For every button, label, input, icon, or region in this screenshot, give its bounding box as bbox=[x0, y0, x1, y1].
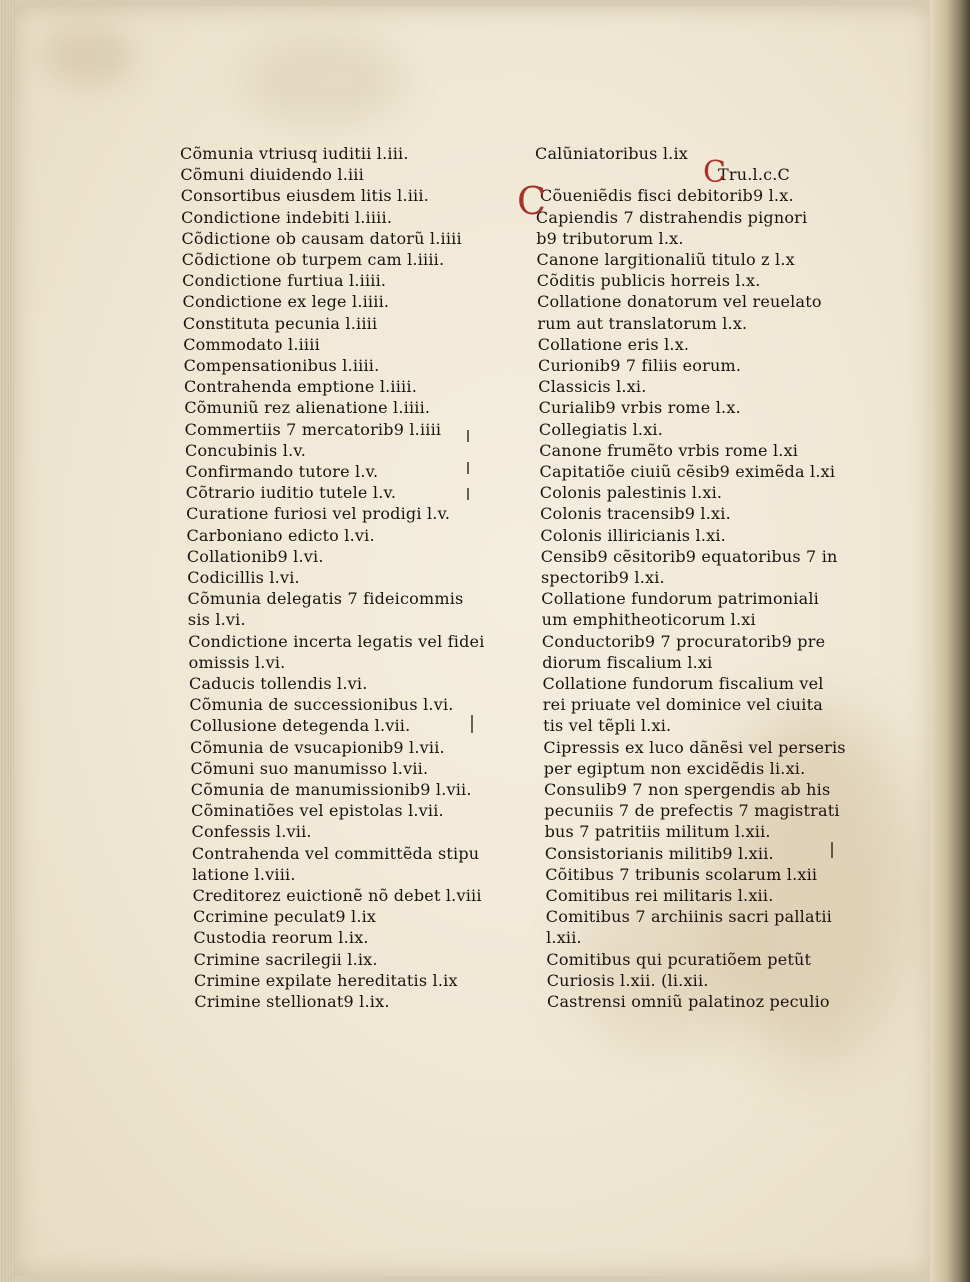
left-column-line: latione l.viii. bbox=[192, 864, 296, 884]
right-column-line: Censib9 cẽsitorib9 equatoribus 7 in bbox=[540, 546, 838, 566]
left-column-line: Consortibus eiusdem litis l.iii. bbox=[180, 186, 429, 206]
left-column-line: Cõtrario iuditio tutele l.v. bbox=[185, 483, 397, 503]
right-column-line: Castrensi omniũ palatinoz peculio bbox=[547, 992, 830, 1011]
left-column-line: Caducis tollendis l.vi. bbox=[189, 674, 368, 693]
right-column-line: Cõditis publicis horreis l.x. bbox=[536, 271, 761, 291]
margin-mark bbox=[831, 842, 833, 858]
margin-mark bbox=[467, 430, 469, 442]
rubric-initial-coueniendis: C bbox=[517, 179, 547, 223]
left-column-line: Cõdictione ob turpem cam l.iiii. bbox=[181, 250, 445, 269]
left-column-line: Condictione indebiti l.iiii. bbox=[181, 207, 393, 227]
left-column-line: Collusione detegenda l.vii. bbox=[189, 716, 411, 736]
left-column-line: Confirmando tutore l.v. bbox=[185, 462, 379, 481]
right-column-line: b9 tributorum l.x. bbox=[536, 228, 684, 248]
right-column-line: Colonis palestinis l.xi. bbox=[539, 483, 723, 503]
left-column-line: Cõmunia de vsucapionib9 l.vii. bbox=[190, 737, 445, 757]
left-column-line: Crimine stellionat9 l.ix. bbox=[194, 992, 390, 1011]
right-column-line: Curiosis l.xii. (li.xii. bbox=[546, 970, 709, 990]
left-column-line: Commertiis 7 mercatorib9 l.iiii bbox=[184, 419, 442, 439]
right-column-line: bus 7 patritiis militum l.xii. bbox=[544, 822, 771, 842]
left-column-line: Crimine expilate hereditatis l.ix bbox=[194, 970, 458, 990]
left-column-line: Cõmunia de manumissionib9 l.vii. bbox=[190, 780, 472, 799]
margin-mark bbox=[467, 488, 469, 500]
stain bbox=[244, 36, 404, 126]
left-column-line: Confessis l.vii. bbox=[191, 822, 312, 842]
left-column-line: Codicillis l.vi. bbox=[187, 568, 300, 587]
right-column-line: Collatione fundorum patrimoniali bbox=[541, 589, 819, 609]
left-column-line: Creditorez euictionẽ nõ debet l.viii bbox=[192, 886, 482, 905]
right-column-line: diorum fiscalium l.xi bbox=[542, 652, 713, 672]
right-column-line: Calũniatoribus l.ix bbox=[535, 144, 688, 163]
left-column-line: Ccrimine peculat9 l.ix bbox=[192, 907, 377, 927]
margin-mark bbox=[467, 462, 469, 474]
left-column-line: Concubinis l.v. bbox=[185, 440, 306, 460]
right-column-line: Conductorib9 7 procuratorib9 pre bbox=[541, 631, 826, 651]
right-column-line: per egiptum non excidẽdis li.xi. bbox=[543, 758, 806, 778]
right-column-line: rum aut translatorum l.x. bbox=[537, 313, 748, 333]
left-column-line: Contrahenda vel committẽda stipu bbox=[191, 843, 480, 863]
left-column-line: Condictione incerta legatis vel fidei bbox=[188, 631, 485, 651]
left-column-line: Commodato l.iiii bbox=[183, 334, 320, 354]
rubric-initial-tru: C bbox=[703, 155, 726, 190]
left-column-line: Crimine sacrilegii l.ix. bbox=[193, 949, 378, 969]
left-column-line: Contrahenda emptione l.iiii. bbox=[183, 377, 417, 397]
left-column-line: Condictione furtiua l.iiii. bbox=[182, 271, 387, 291]
right-column-line: Consistorianis militib9 l.xii. bbox=[544, 843, 774, 863]
page-edge-right bbox=[930, 0, 970, 1282]
left-column-line: Curatione furiosi vel prodigi l.v. bbox=[186, 504, 451, 524]
right-column-line: Cõitibus 7 tribunis scolarum l.xii bbox=[545, 864, 818, 884]
left-column-line: Cõdictione ob causam datorũ l.iiii bbox=[181, 228, 462, 248]
left-column-line: Condictione ex lege l.iiii. bbox=[182, 292, 390, 312]
left-column-line: Carboniano edicto l.vi. bbox=[186, 525, 375, 545]
right-column-line: pecuniis 7 de prefectis 7 magistrati bbox=[544, 801, 840, 821]
right-column-line: Capiendis 7 distrahendis pignori bbox=[535, 207, 808, 227]
left-column-line: Cõmunia de successionibus l.vi. bbox=[189, 695, 454, 715]
right-column-line: l.xii. bbox=[546, 928, 582, 948]
right-column-line: Capitatiõe ciuiũ cẽsib9 eximẽda l.xi bbox=[539, 462, 836, 481]
right-column-line: Collegiatis l.xi. bbox=[538, 419, 664, 439]
stain bbox=[44, 26, 134, 86]
right-column-line: Collatione eris l.x. bbox=[537, 334, 690, 354]
left-column-line: Cõmuniũ rez alienatione l.iiii. bbox=[184, 398, 431, 418]
right-column-line: Curionib9 7 filiis eorum. bbox=[538, 356, 742, 375]
right-column-line: Cipressis ex luco dãnẽsi vel perseris bbox=[543, 737, 846, 757]
right-column-line: Comitibus 7 archiinis sacri pallatii bbox=[545, 907, 833, 927]
right-column-line: tis vel tẽpli l.xi. bbox=[543, 716, 672, 736]
left-column-line: Cõminatiões vel epistolas l.vii. bbox=[191, 801, 444, 821]
right-column-line: Consulib9 7 non spergendis ab his bbox=[544, 780, 831, 799]
right-column-line: Tru.l.c.C bbox=[718, 165, 791, 185]
left-column-line: Cõmunia delegatis 7 fideicommis bbox=[187, 589, 464, 609]
right-column-line: um emphitheoticorum l.xi bbox=[541, 610, 756, 630]
left-column-line: sis l.vi. bbox=[187, 610, 246, 630]
right-column-line: Cõueniẽdis fisci debitorib9 l.x. bbox=[540, 186, 794, 206]
left-column-line: Cõmuni suo manumisso l.vii. bbox=[190, 758, 429, 778]
right-column-line: rei priuate vel dominice vel ciuita bbox=[542, 695, 823, 715]
left-column-line: omissis l.vi. bbox=[188, 652, 286, 672]
right-column-line: Collatione donatorum vel reuelato bbox=[537, 292, 822, 312]
right-column-line: spectorib9 l.xi. bbox=[541, 568, 665, 587]
left-column-line: Collationib9 l.vi. bbox=[186, 546, 324, 566]
right-column-line: Classicis l.xi. bbox=[538, 377, 647, 397]
left-column-line: Compensationibus l.iiii. bbox=[183, 356, 380, 375]
left-column-line: Custodia reorum l.ix. bbox=[193, 928, 369, 948]
right-column-line: Canone frumẽto vrbis rome l.xi bbox=[539, 440, 799, 460]
left-column-line: Constituta pecunia l.iiii bbox=[182, 313, 378, 333]
right-column-line: Comitibus qui pcuratiõem petũt bbox=[546, 949, 812, 969]
left-column-line: Cõmuni diuidendo l.iii bbox=[180, 165, 364, 185]
right-column-line: Colonis illiricianis l.xi. bbox=[540, 525, 726, 545]
right-column-line: Curialib9 vrbis rome l.x. bbox=[538, 398, 741, 418]
left-column-line: Cõmunia vtriusq iuditii l.iii. bbox=[180, 144, 409, 163]
right-column-line: Canone largitionaliũ titulo z l.x bbox=[536, 250, 795, 269]
margin-mark bbox=[471, 715, 473, 733]
right-column-line: Collatione fundorum fiscalium vel bbox=[542, 674, 824, 693]
right-column-line: Colonis tracensib9 l.xi. bbox=[540, 504, 731, 524]
right-column-line: Comitibus rei militaris l.xii. bbox=[545, 886, 774, 905]
